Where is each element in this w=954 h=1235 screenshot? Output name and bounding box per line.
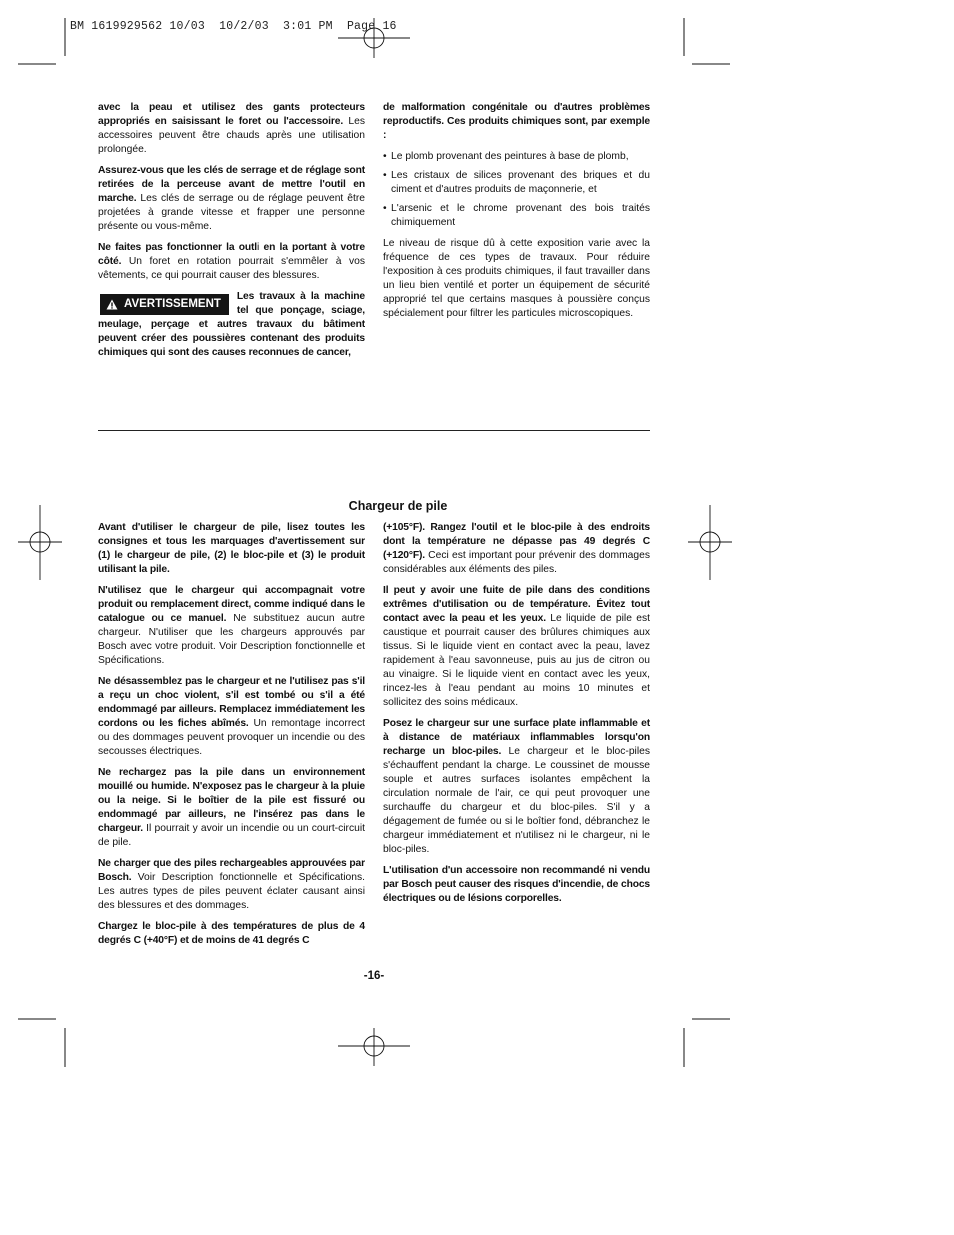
warning-paragraph: [98, 290, 365, 360]
paragraph-charge-temperature: Chargez le bloc-pile à des températures de plus de 4 degrés C (+40°F) et de moins de 41 degrés C: [98, 921, 365, 946]
paragraph-hot-accessories: avec la peau et utilisez des gants protecteurs appropriés en saisissant le foret ou l'accessoire. Les accessoires peuvent être chauds après une utilisation prolongée.: [98, 102, 365, 155]
printer-slug-line: BM 1619929562 10/03 10/2/03 3:01 PM Page 16: [70, 20, 397, 33]
registration-mark-icon: [338, 1028, 410, 1066]
list-item: • Le plomb provenant des peintures à base de plomb,: [383, 150, 650, 164]
paragraph-do-not-disassemble: Ne désassemblez pas le chargeur et ne l'utilisez pas s'il a reçu un choc violent, s'il est tombé ou s'il a été endommagé par ailleurs. Remplacez immédiatement les cordons ou les fiches abîmés. Un remontage incorrect ou des dommages peuvent provoquer un incendie ou des secousses électriques.: [98, 676, 365, 757]
paragraph-battery-leak: Il peut y avoir une fuite de pile dans des conditions extrêmes d'utilisation ou de température. Évitez tout contact avec la peau et les yeux. Le liquide de pile est caustique et pourrait causer des brûlures chimiques aux tissus. Si le liquide vient en contact avec la peau, lavez rapidement à l'eau savonneuse, puis au jus de citron ou au vinaigre. Si le liquide vient en contact avec les yeux, rincez-les à l'eau pendant au moins 10 minutes et sollicitez des soins médicaux.: [383, 585, 650, 708]
paragraph-chemicals-intro: de malformation congénitale ou d'autres problèmes reproductifs. Ces produits chimiques sont, par exemple :: [383, 102, 650, 141]
paragraph-carrying-tool: Ne faites pas fonctionner la outli en la portant à votre côté. Un foret en rotation pourrait s'emmêler à vos vêtements, ce qui pourrait causer des blessures.: [98, 242, 365, 281]
section-heading: [98, 499, 650, 513]
warning-badge: [100, 294, 229, 315]
column-top-right: [383, 101, 650, 328]
paragraph-approved-batteries: Ne charger que des piles rechargeables approuvées par Bosch. Voir Description fonctionnelle et Spécifications. Les autres types de piles peuvent éclater causant ainsi des blessures et des dommages.: [98, 858, 365, 911]
paragraph-chuck-keys: Assurez-vous que les clés de serrage et de réglage sont retirées de la perceuse avant de mettre l'outil en marche. Les clés de serrage ou de réglage peuvent être projetées à grande vitesse et frapper une personne présente ou vous-même.: [98, 165, 365, 232]
warning-triangle-icon: [106, 299, 118, 310]
paragraph-approved-charger: N'utilisez que le chargeur qui accompagnait votre produit ou remplacement direct, comme indiqué dans le catalogue ou ce manuel. Ne substituez aucun autre chargeur. N'utiliser que les chargeurs approuvés par Bosch avec votre produit. Voir Description fonctionnelle et Spécifications.: [98, 585, 365, 666]
list-item: • Les cristaux de silices provenant des briques et du ciment et d'autres produits de maçonnerie, et: [383, 169, 650, 197]
paragraph-risk-level: Le niveau de risque dû à cette exposition varie avec la fréquence de ces types de travaux. Pour réduire l'exposition à ces produits chimiques, il faut travailler dans un lieu bien ventilé et porter un équipement de sécurité approprié tel que certains masques à poussière conçus spécialement pour filtrer les particules microscopiques.: [383, 238, 650, 319]
column-bottom-right: [383, 521, 650, 913]
warning-label: AVERTISSEMENT: [124, 298, 221, 310]
paragraph-accessory-warning: L'utilisation d'un accessoire non recommandé ni vendu par Bosch peut causer des risques d'incendie, de chocs électriques ou de lésions corporelles.: [383, 865, 650, 904]
paragraph-wet-environment: Ne rechargez pas la pile dans un environnement mouillé ou humide. N'exposez pas le chargeur à la pluie ou la neige. Si le boîtier de la pile est fissuré ou endommagé par ailleurs, ne l'insérez pas dans le chargeur. Il pourrait y avoir un incendie ou un court-circuit de pile.: [98, 767, 365, 848]
warning-text: Les travaux à la machine tel que ponçage, sciage, meulage, perçage et autres travaux du bâtiment peuvent créer des poussières contenant des produits chimiques qui sont des causes reconnues de cancer,: [98, 291, 365, 358]
column-bottom-left: [98, 521, 365, 955]
list-item: • L'arsenic et le chrome provenant des bois traités chimiquement: [383, 202, 650, 230]
column-top-left: [98, 101, 365, 360]
section-divider: [98, 430, 650, 431]
page-number: -16-: [363, 970, 385, 982]
paragraph-charger-placement: Posez le chargeur sur une surface plate inflammable et à distance de matériaux inflammables lorsqu'on recharge un bloc-piles. Le chargeur et le bloc-piles s'échauffent pendant la charge. Le coussinet de mousse souple et autres surfaces isolantes empêchent la circulation normale de l'air, ce qui peut provoquer une surchauffe du chargeur et du bloc-piles. S'il y a dégagement de fumée ou si le boîtier fond, débranchez le chargeur immédiatement et n'utilisez ni le chargeur, ni le bloc-piles.: [383, 718, 650, 855]
registration-mark-icon: [688, 505, 732, 580]
registration-mark-icon: [18, 505, 62, 580]
paragraph-storage-temperature: (+105°F). Rangez l'outil et le bloc-pile à des endroits dont la température ne dépasse pas 49 degrés C (+120°F). Ceci est important pour prévenir des dommages considérables aux éléments des piles.: [383, 522, 650, 575]
paragraph-read-instructions: Avant d'utiliser le chargeur de pile, lisez toutes les consignes et tous les marquages d'avertissement sur (1) le chargeur de pile, (2) le bloc-pile et (3) le produit utilisant la pile.: [98, 522, 365, 575]
section-heading-text: Chargeur de pile: [348, 499, 448, 513]
chemicals-list: [383, 150, 650, 230]
